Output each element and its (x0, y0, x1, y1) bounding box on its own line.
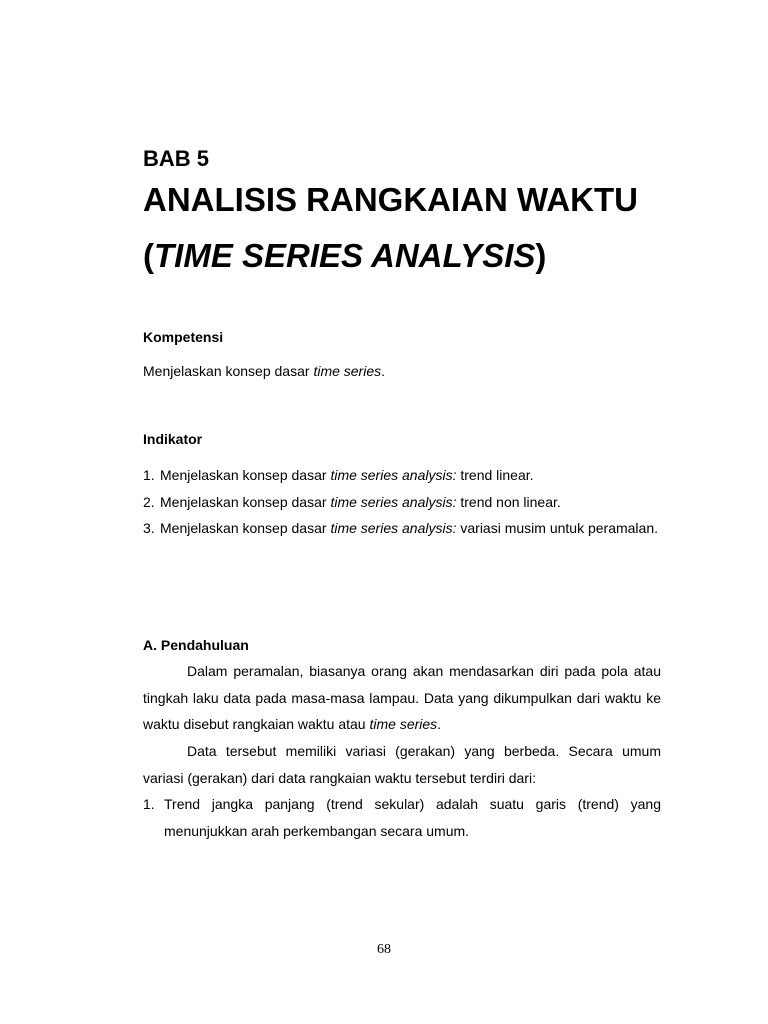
list-item-number: 1. (143, 467, 155, 483)
chapter-title: ANALISIS RANGKAIAN WAKTU (143, 181, 638, 218)
list-item-number: 1. (143, 796, 155, 812)
list-item (143, 791, 661, 844)
list-item-italic: time series analysis: (330, 467, 457, 483)
list-item-number: 3. (143, 520, 155, 536)
list-item (143, 489, 661, 516)
list-item (143, 462, 661, 489)
list-item-number: 2. (143, 493, 155, 510)
subtitle-close-paren: ) (535, 237, 547, 274)
paragraph-text: Dalam peramalan, biasanya orang akan mendasarkan diri pada pola atau tingkah laku data pada masa-masa lampau. Data yang dikumpulkan dari waktu ke waktu disebut rangkaian waktu atau (143, 663, 661, 732)
chapter-label: BAB 5 (143, 146, 210, 171)
list-item-text: Menjelaskan konsep dasar (160, 467, 331, 483)
chapter-subtitle (143, 237, 546, 275)
list-item-text: Menjelaskan konsep dasar (160, 493, 331, 510)
list-item-text: Menjelaskan konsep dasar (160, 520, 331, 536)
list-item-text: Trend jangka panjang (trend sekular) adalah suatu garis (trend) yang menunjukkan arah perkembangan secara umum. (164, 796, 661, 839)
indikator-list (143, 462, 661, 542)
paragraph-italic: time series (369, 716, 438, 732)
section-a-paragraph-2: Data tersebut memiliki variasi (gerakan) yang berbeda. Secara umum variasi (gerakan) dari data rangkaian waktu tersebut terdiri dari: (143, 743, 661, 786)
variation-list (143, 791, 661, 844)
list-item (143, 515, 661, 542)
paragraph-text-end: . (437, 716, 442, 732)
kompetensi-text-main: Menjelaskan konsep dasar (143, 363, 314, 379)
subtitle-italic: TIME SERIES ANALYSIS (154, 237, 536, 274)
list-item-text-end: trend linear. (456, 467, 534, 483)
list-item-italic: time series analysis: (330, 493, 457, 510)
list-item-italic: time series analysis: (330, 520, 457, 536)
list-item-text-end: trend non linear. (456, 493, 561, 510)
kompetensi-heading: Kompetensi (143, 329, 224, 345)
kompetensi-text-end: . (381, 363, 386, 379)
indikator-heading: Indikator (143, 431, 203, 447)
kompetensi-text-italic: time series (313, 363, 382, 379)
section-a-heading: A. Pendahuluan (143, 637, 249, 653)
subtitle-open-paren: ( (143, 237, 154, 274)
list-item-text-end: variasi musim untuk peramalan. (456, 520, 659, 536)
page-number: 68 (377, 942, 391, 957)
section-a-paragraph-1 (143, 658, 661, 738)
kompetensi-text (143, 358, 661, 385)
